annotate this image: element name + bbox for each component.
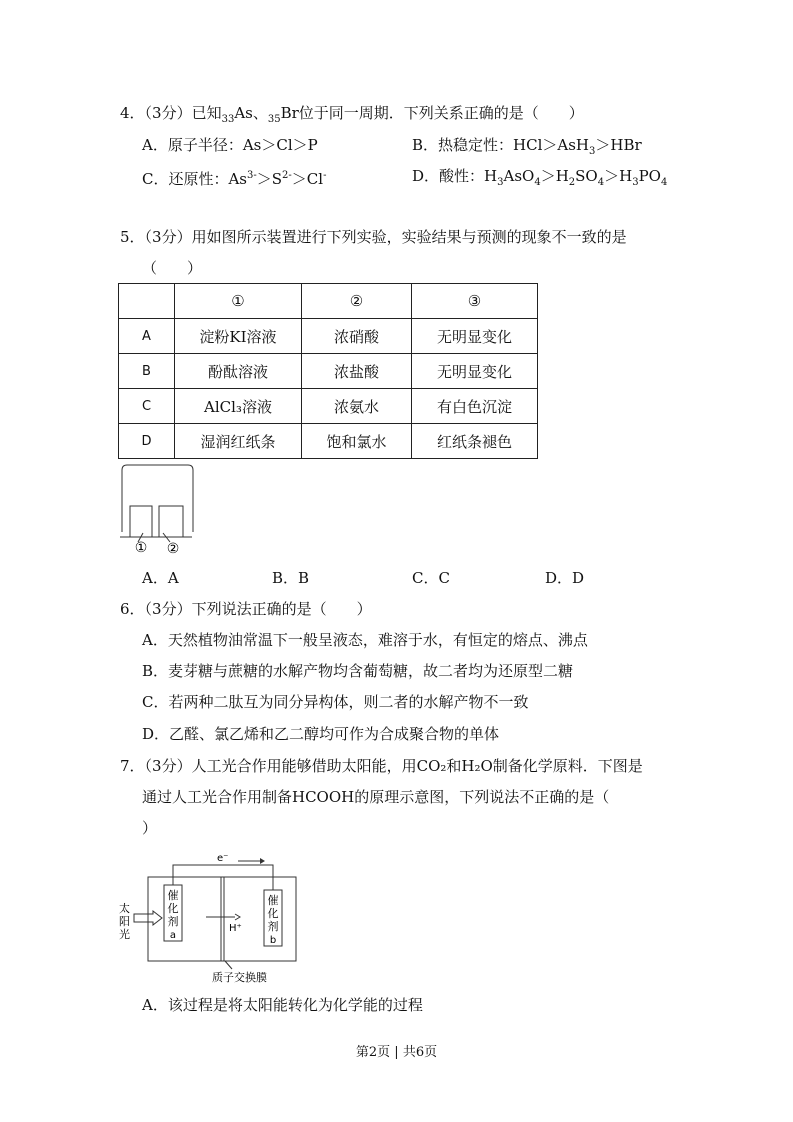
catalyst-a-label: 剂 xyxy=(167,915,179,928)
table-cell: 无明显变化 xyxy=(412,319,538,354)
q6-option-d: D．乙醛、氯乙烯和乙二醇均可作为合成聚合物的单体 xyxy=(142,725,500,743)
catalyst-a-label: 化 xyxy=(167,902,179,915)
table-cell: 湿润红纸条 xyxy=(175,424,302,459)
table-cell: 酚酞溶液 xyxy=(175,354,302,389)
q5-option-b: B．B xyxy=(272,569,310,587)
q5-stem: 5．（3分）用如图所示装置进行下列实验，实验结果与预测的现象不一致的是 xyxy=(120,228,627,246)
table-cell: D xyxy=(119,424,175,459)
q4-stem: 4．（3分）已知$_{33}$As、$_{35}$Br位于同一周期．下列关系正确的是（ ） xyxy=(120,104,584,125)
proton-label: H⁺ xyxy=(229,923,242,934)
table-cell: 淀粉KI溶液 xyxy=(175,319,302,354)
beaker-label-2: ② xyxy=(166,541,180,557)
table-cell: 有白色沉淀 xyxy=(412,389,538,424)
q7-option-a: A．该过程是将太阳能转化为化学能的过程 xyxy=(142,996,423,1014)
q5-option-a: A．A xyxy=(142,569,179,587)
table-cell xyxy=(119,284,175,319)
q5-paren: （ ） xyxy=(142,259,203,277)
table-cell: B xyxy=(119,354,175,389)
table-cell: ② xyxy=(302,284,412,319)
table-cell: ③ xyxy=(412,284,538,319)
electron-label: e⁻ xyxy=(217,853,229,864)
catalyst-b-label: 化 xyxy=(267,907,279,920)
catalyst-a-label: 催 xyxy=(167,889,179,902)
table-row xyxy=(119,354,538,389)
q5-option-d: D．D xyxy=(545,569,585,587)
q7-photosynthesis-figure xyxy=(110,845,320,985)
table-row xyxy=(119,424,538,459)
table-cell: 浓硝酸 xyxy=(302,319,412,354)
q4-option-d: D．酸性：$H_3AsO_4>H_2SO_4>H_3PO_4$ xyxy=(412,167,668,188)
table-cell: 饱和氯水 xyxy=(302,424,412,459)
table-cell: AlCl₃溶液 xyxy=(175,389,302,424)
sunlight-label: 太 xyxy=(119,902,130,915)
table-cell: 浓盐酸 xyxy=(302,354,412,389)
table-row xyxy=(119,319,538,354)
q6-stem: 6．（3分）下列说法正确的是（ ） xyxy=(120,600,372,618)
beaker-label-1: ① xyxy=(134,540,148,556)
q7-stem-line1: 7．（3分）人工光合作用能够借助太阳能，用CO₂和H₂O制备化学原料．下图是 xyxy=(120,757,643,775)
table-row xyxy=(119,389,538,424)
q6-option-b: B．麦芽糖与蔗糖的水解产物均含葡萄糖，故二者均为还原型二糖 xyxy=(142,662,574,680)
table-cell: C xyxy=(119,389,175,424)
q5-table xyxy=(118,283,538,459)
q4-option-b: B．热稳定性：HCl＞AsH$_3$＞HBr xyxy=(412,136,642,157)
catalyst-b-label: b xyxy=(269,935,277,946)
q6-option-c: C．若两种二肽互为同分异构体，则二者的水解产物不一致 xyxy=(142,693,529,711)
sunlight-label: 光 xyxy=(119,928,130,941)
sunlight-label: 阳 xyxy=(119,915,130,928)
q7-stem-line3: ） xyxy=(142,819,158,837)
membrane-label: 质子交换膜 xyxy=(212,971,267,984)
table-cell: ① xyxy=(175,284,302,319)
catalyst-a-label: a xyxy=(169,930,177,941)
table-cell: 浓氨水 xyxy=(302,389,412,424)
catalyst-b-label: 剂 xyxy=(267,920,279,933)
q4-option-a: A．原子半径：As＞Cl＞P xyxy=(142,136,318,154)
catalyst-b-label: 催 xyxy=(267,894,279,907)
q4-option-c: C．还原性：$As^{3-}>S^{2-}>Cl^-$ xyxy=(142,170,327,188)
q7-stem-line2: 通过人工光合作用制备HCOOH的原理示意图，下列说法不正确的是（ xyxy=(142,788,610,806)
table-cell: 红纸条褪色 xyxy=(412,424,538,459)
table-header-row xyxy=(119,284,538,319)
page-footer: 第2页 | 共6页 xyxy=(355,1045,438,1060)
table-cell: 无明显变化 xyxy=(412,354,538,389)
table-cell: A xyxy=(119,319,175,354)
q5-apparatus-figure xyxy=(110,460,210,560)
q6-option-a: A．天然植物油常温下一般呈液态，难溶于水，有恒定的熔点、沸点 xyxy=(142,631,588,649)
q5-option-c: C．C xyxy=(412,569,450,587)
